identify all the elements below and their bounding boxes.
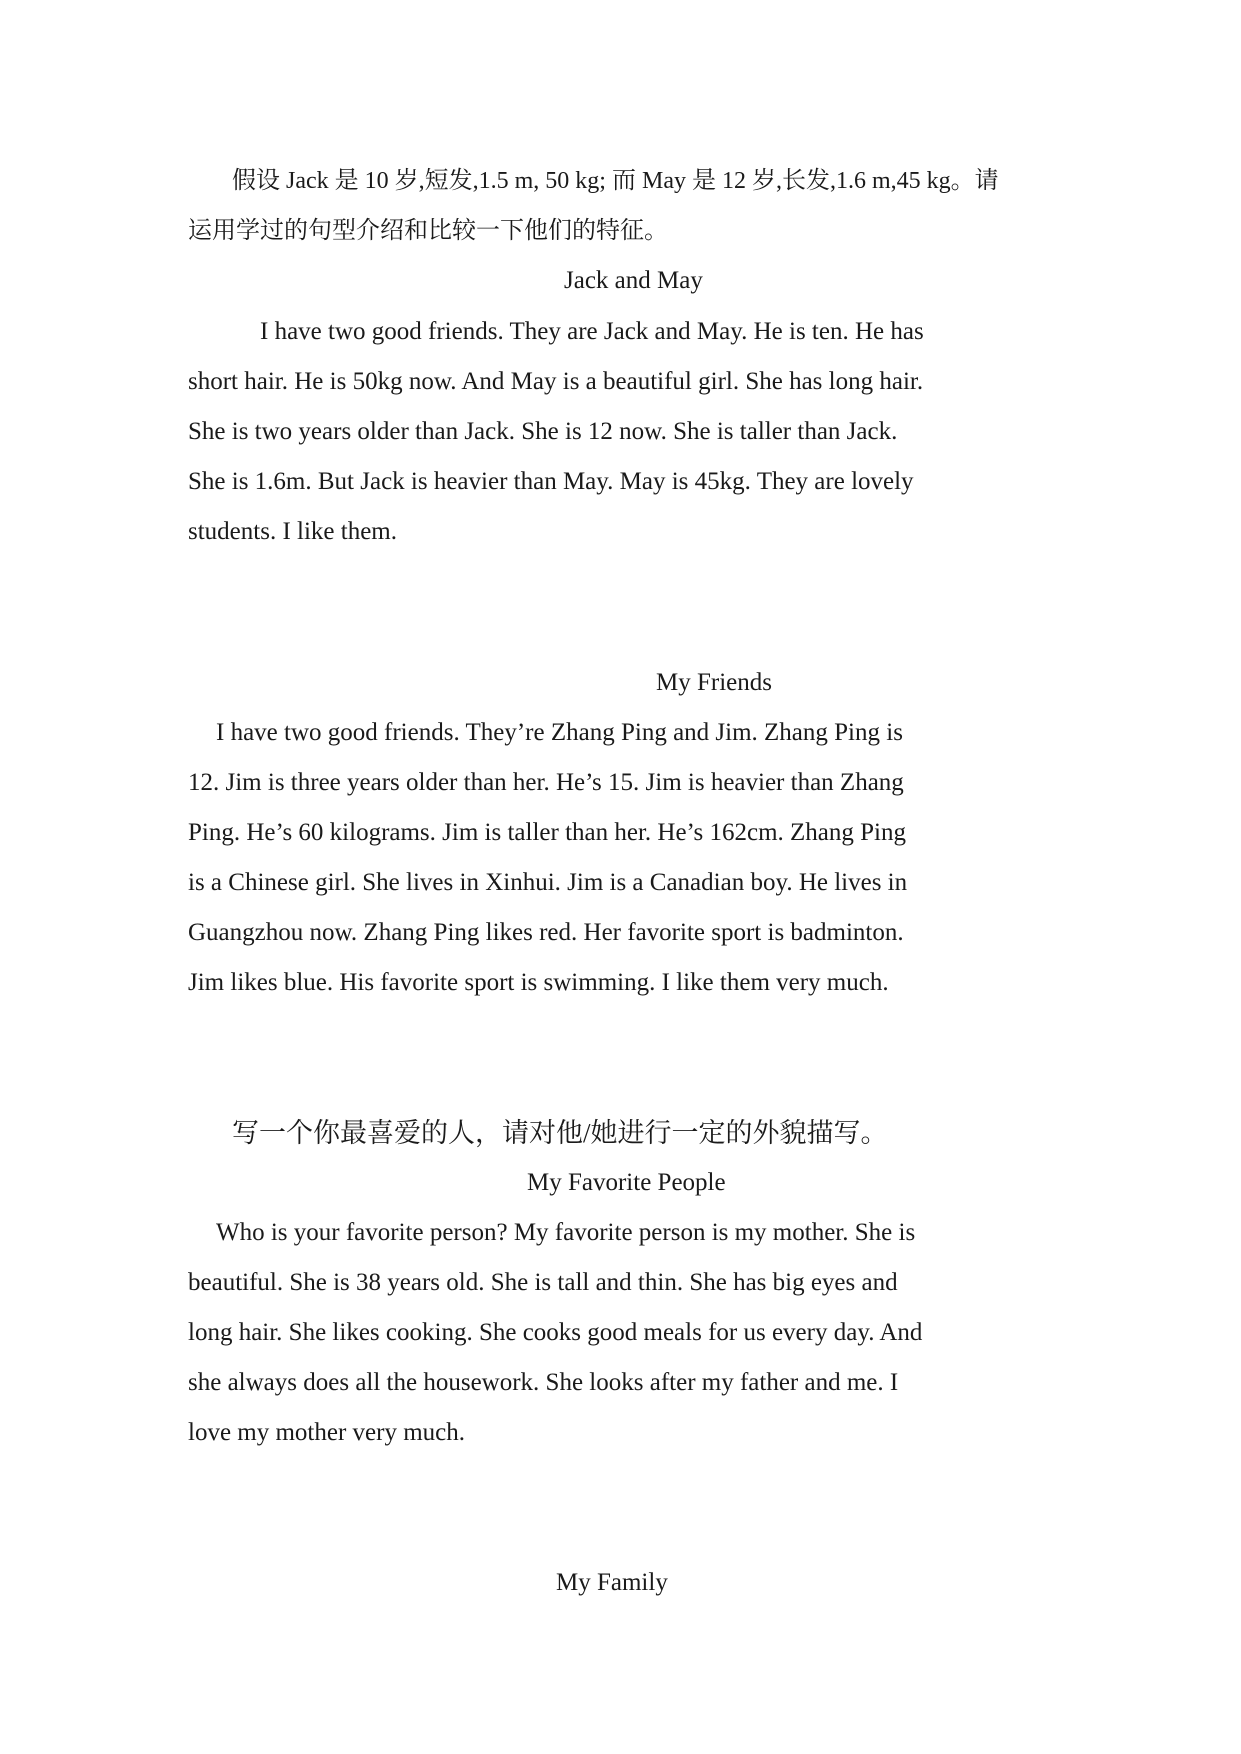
essay-line: short hair. He is 50kg now. And May is a beautiful girl. She has long hair. [188,368,924,395]
essay-line: long hair. She likes cooking. She cooks good meals for us every day. And [188,1319,923,1346]
essay-line: I have two good friends. They are Jack and May. He is ten. He has [260,318,924,345]
essay-line: love my mother very much. [188,1419,466,1446]
essay-line: students. I like them. [188,518,397,545]
essay-line: Ping. He’s 60 kilograms. Jim is taller than her. He’s 162cm. Zhang Ping [188,819,906,846]
essay-line: Jim likes blue. His favorite sport is swimming. I like them very much. [188,969,889,996]
essay-title-my-favorite-people: My Favorite People [527,1169,726,1196]
essay-line: Who is your favorite person? My favorite person is my mother. She is [216,1219,916,1246]
essay-line: I have two good friends. They’re Zhang Ping and Jim. Zhang Ping is [216,719,903,746]
essay-title-my-friends: My Friends [656,669,772,696]
essay-title-jack-and-may: Jack and May [564,267,703,294]
essay-line: beautiful. She is 38 years old. She is tall and thin. She has big eyes and [188,1269,898,1296]
prompt-jack-may-line1: 假设 Jack 是 10 岁,短发,1.5 m, 50 kg; 而 May 是 12 岁,长发,1.6 m,45 kg。请 [232,168,999,194]
essay-line: is a Chinese girl. She lives in Xinhui. Jim is a Canadian boy. He lives in [188,869,908,896]
essay-line: She is 1.6m. But Jack is heavier than May. May is 45kg. They are lovely [188,468,914,495]
essay-line: She is two years older than Jack. She is 12 now. She is taller than Jack. [188,418,898,445]
essay-line: Guangzhou now. Zhang Ping likes red. Her favorite sport is badminton. [188,919,904,946]
prompt-jack-may-line2: 运用学过的句型介绍和比较一下他们的特征。 [188,218,668,244]
prompt-favorite-person: 写一个你最喜爱的人，请对他/她进行一定的外貌描写。 [232,1118,888,1148]
essay-title-my-family: My Family [556,1569,668,1596]
essay-line: she always does all the housework. She looks after my father and me. I [188,1369,899,1396]
essay-line: 12. Jim is three years older than her. He’s 15. Jim is heavier than Zhang [188,769,904,796]
